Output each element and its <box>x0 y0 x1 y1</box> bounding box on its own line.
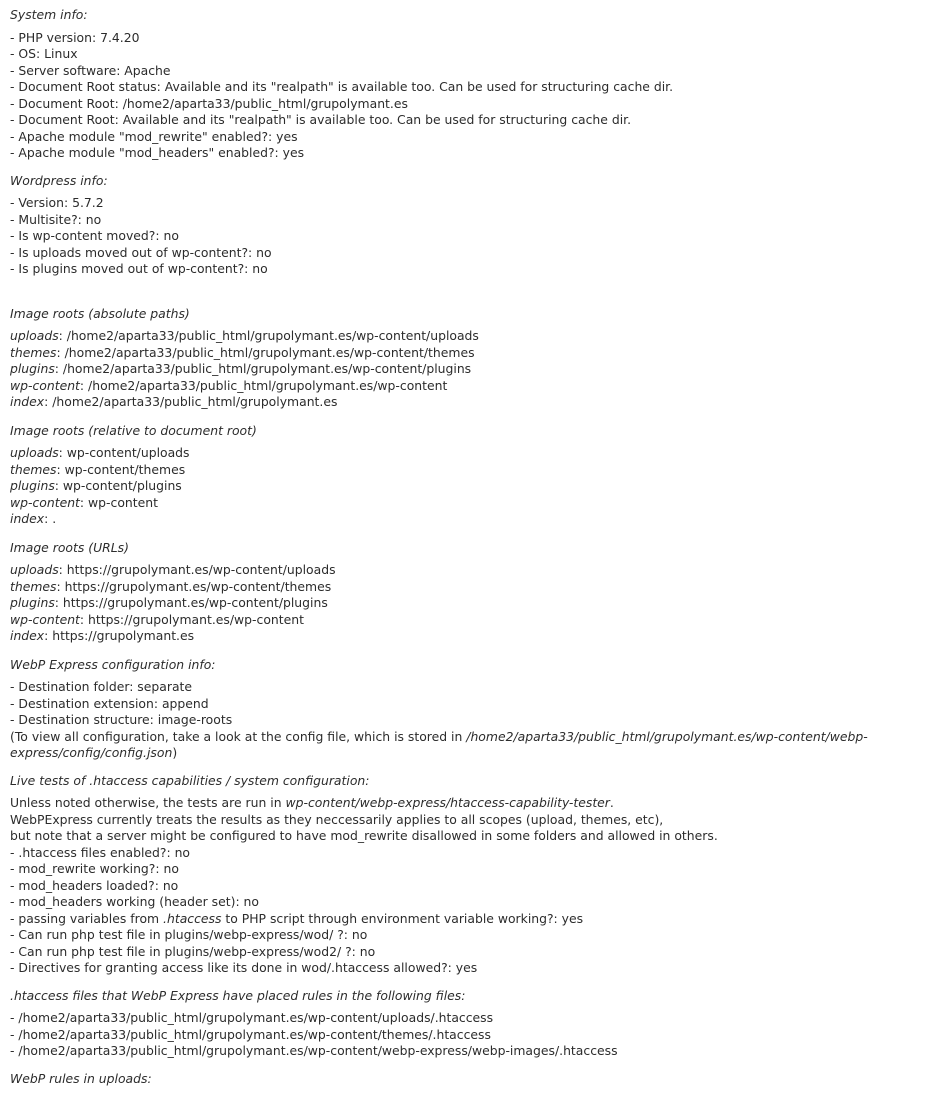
image-roots-absolute-list <box>10 328 915 411</box>
webp-config-line: - Destination extension: append <box>10 695 209 711</box>
image-root-row <box>10 445 915 462</box>
passing-vars-suffix: to PHP script through environment variable working?: yes <box>221 910 584 926</box>
image-root-row <box>10 462 915 479</box>
image-root-key: themes <box>10 578 57 594</box>
webp-config-heading: WebP Express configuration info: <box>10 656 216 672</box>
image-root-key: index <box>10 628 45 643</box>
image-root-key: plugins <box>10 361 55 376</box>
htaccess-file-path: - /home2/aparta33/public_html/grupolymant.es/wp-content/uploads/.htaccess <box>10 1010 494 1025</box>
image-root-key: wp-content <box>10 611 80 627</box>
wordpress-info-line: - Is plugins moved out of wp-content?: no <box>10 261 268 276</box>
wordpress-info-heading: Wordpress info: <box>10 172 108 188</box>
image-roots-relative-list <box>10 445 915 528</box>
live-test-result: - Can run php test file in plugins/webp-express/wod/ ?: no <box>10 927 368 942</box>
webp-config-list <box>10 679 915 762</box>
image-root-value: : https://grupolymant.es/wp-content/themes <box>56 578 332 594</box>
image-root-row <box>10 511 915 528</box>
image-root-value: : https://grupolymant.es <box>44 628 195 643</box>
image-root-key: wp-content <box>10 377 80 393</box>
system-info-list <box>10 30 915 162</box>
image-root-value: : wp-content/uploads <box>58 445 190 460</box>
image-root-value: : wp-content/plugins <box>54 478 182 493</box>
image-roots-urls-list <box>10 562 915 645</box>
image-root-value: : wp-content <box>79 494 158 510</box>
live-test-result: - mod_headers loaded?: no <box>10 877 179 893</box>
wordpress-info-line: - Multisite?: no <box>10 211 102 227</box>
webp-rules-heading: WebP rules in uploads: <box>10 1070 152 1086</box>
system-info-line: - Apache module "mod_headers" enabled?: yes <box>10 145 305 160</box>
config-note-suffix: ) <box>172 745 178 760</box>
image-root-value: : https://grupolymant.es/wp-content/plugins <box>54 595 328 610</box>
live-tests-intro <box>10 795 915 812</box>
image-root-row <box>10 628 915 645</box>
image-root-value: : /home2/aparta33/public_html/grupolymant.es/wp-content/themes <box>56 344 475 360</box>
image-root-value: : /home2/aparta33/public_html/grupolymant.es <box>44 394 338 409</box>
image-root-key: themes <box>10 344 57 360</box>
image-root-key: plugins <box>10 478 55 493</box>
system-info-line: - OS: Linux <box>10 46 78 61</box>
live-test-result: - mod_headers working (header set): no <box>10 894 259 909</box>
image-root-row <box>10 361 915 378</box>
system-info-line: - Document Root status: Available and its "realpath" is available too. Can be used for structuring cache dir. <box>10 79 674 94</box>
live-tests-list <box>10 795 915 977</box>
image-roots-relative-heading: Image roots (relative to document root) <box>10 422 257 438</box>
live-tests-intro-path: wp-content/webp-express/htaccess-capability-tester <box>285 795 610 810</box>
image-root-value: : https://grupolymant.es/wp-content <box>79 611 304 627</box>
system-info-line: - Document Root: Available and its "realpath" is available too. Can be used for structuring cache dir. <box>10 112 632 127</box>
webp-config-note <box>10 729 915 762</box>
system-info-report <box>10 7 915 1093</box>
image-root-key: index <box>10 511 45 526</box>
image-root-row <box>10 495 915 512</box>
system-info-line: - PHP version: 7.4.20 <box>10 29 140 45</box>
system-info-line: - Server software: Apache <box>10 62 171 78</box>
config-file-path: /home2/aparta33/public_html/grupolymant.es/wp-content/webp-express/config/config.json <box>10 728 868 760</box>
image-root-key: themes <box>10 461 57 477</box>
live-tests-intro-line: but note that a server might be configured to have mod_rewrite disallowed in some folders and allowed in others. <box>10 828 718 843</box>
image-root-row <box>10 345 915 362</box>
image-roots-absolute-heading: Image roots (absolute paths) <box>10 305 190 321</box>
image-root-row <box>10 579 915 596</box>
image-root-row <box>10 378 915 395</box>
image-roots-urls-heading: Image roots (URLs) <box>10 539 129 555</box>
live-test-result: - mod_rewrite working?: no <box>10 861 179 876</box>
live-tests-heading: Live tests of .htaccess capabilities / system configuration: <box>10 772 370 788</box>
image-root-value: : . <box>44 511 57 526</box>
webp-config-line: - Destination structure: image-roots <box>10 712 233 727</box>
image-root-row <box>10 612 915 629</box>
image-root-key: plugins <box>10 595 55 610</box>
image-root-value: : wp-content/themes <box>56 461 186 477</box>
live-tests-intro-suffix: . <box>609 795 614 810</box>
system-info-heading: System info: <box>10 7 88 22</box>
live-test-result: - .htaccess files enabled?: no <box>10 844 191 860</box>
system-info-line: - Document Root: /home2/aparta33/public_html/grupolymant.es <box>10 95 408 111</box>
live-test-result: - Directives for granting access like its done in wod/.htaccess allowed?: yes <box>10 960 478 975</box>
htaccess-files-heading: .htaccess files that WebP Express have placed rules in the following files: <box>10 987 466 1003</box>
wordpress-info-line: - Version: 5.7.2 <box>10 195 104 210</box>
wordpress-info-line: - Is wp-content moved?: no <box>10 228 179 243</box>
htaccess-files-list <box>10 1010 915 1060</box>
image-root-row <box>10 394 915 411</box>
image-root-key: uploads <box>10 562 59 577</box>
image-root-value: : https://grupolymant.es/wp-content/uploads <box>58 562 336 577</box>
image-root-row <box>10 595 915 612</box>
system-info-line: - Apache module "mod_rewrite" enabled?: yes <box>10 128 298 144</box>
passing-vars-prefix: - passing variables from <box>10 910 164 926</box>
image-root-row <box>10 328 915 345</box>
image-root-key: uploads <box>10 445 59 460</box>
config-note-prefix: (To view all configuration, take a look at the config file, which is stored in <box>10 728 467 744</box>
wordpress-info-list <box>10 195 915 278</box>
image-root-value: : /home2/aparta33/public_html/grupolymant.es/wp-content <box>79 377 448 393</box>
live-tests-intro-line: WebPExpress currently treats the results as they neccessarily applies to all scopes (upload, themes, etc), <box>10 811 664 827</box>
webp-config-line: - Destination folder: separate <box>10 679 193 694</box>
image-root-row <box>10 562 915 579</box>
htaccess-file-path: - /home2/aparta33/public_html/grupolymant.es/wp-content/webp-express/webp-images/.htaccess <box>10 1043 618 1058</box>
image-root-key: index <box>10 394 45 409</box>
live-tests-intro-prefix: Unless noted otherwise, the tests are run in <box>10 795 286 810</box>
live-test-result: - Can run php test file in plugins/webp-express/wod2/ ?: no <box>10 943 376 959</box>
image-root-value: : /home2/aparta33/public_html/grupolymant.es/wp-content/plugins <box>54 361 472 376</box>
image-root-row <box>10 478 915 495</box>
image-root-value: : /home2/aparta33/public_html/grupolymant.es/wp-content/uploads <box>58 328 479 343</box>
image-root-key: uploads <box>10 328 59 343</box>
wordpress-info-line: - Is uploads moved out of wp-content?: no <box>10 244 272 260</box>
htaccess-file-path: - /home2/aparta33/public_html/grupolymant.es/wp-content/themes/.htaccess <box>10 1026 491 1042</box>
live-test-result <box>10 911 915 928</box>
image-root-key: wp-content <box>10 494 80 510</box>
passing-vars-file: .htaccess <box>163 910 222 926</box>
